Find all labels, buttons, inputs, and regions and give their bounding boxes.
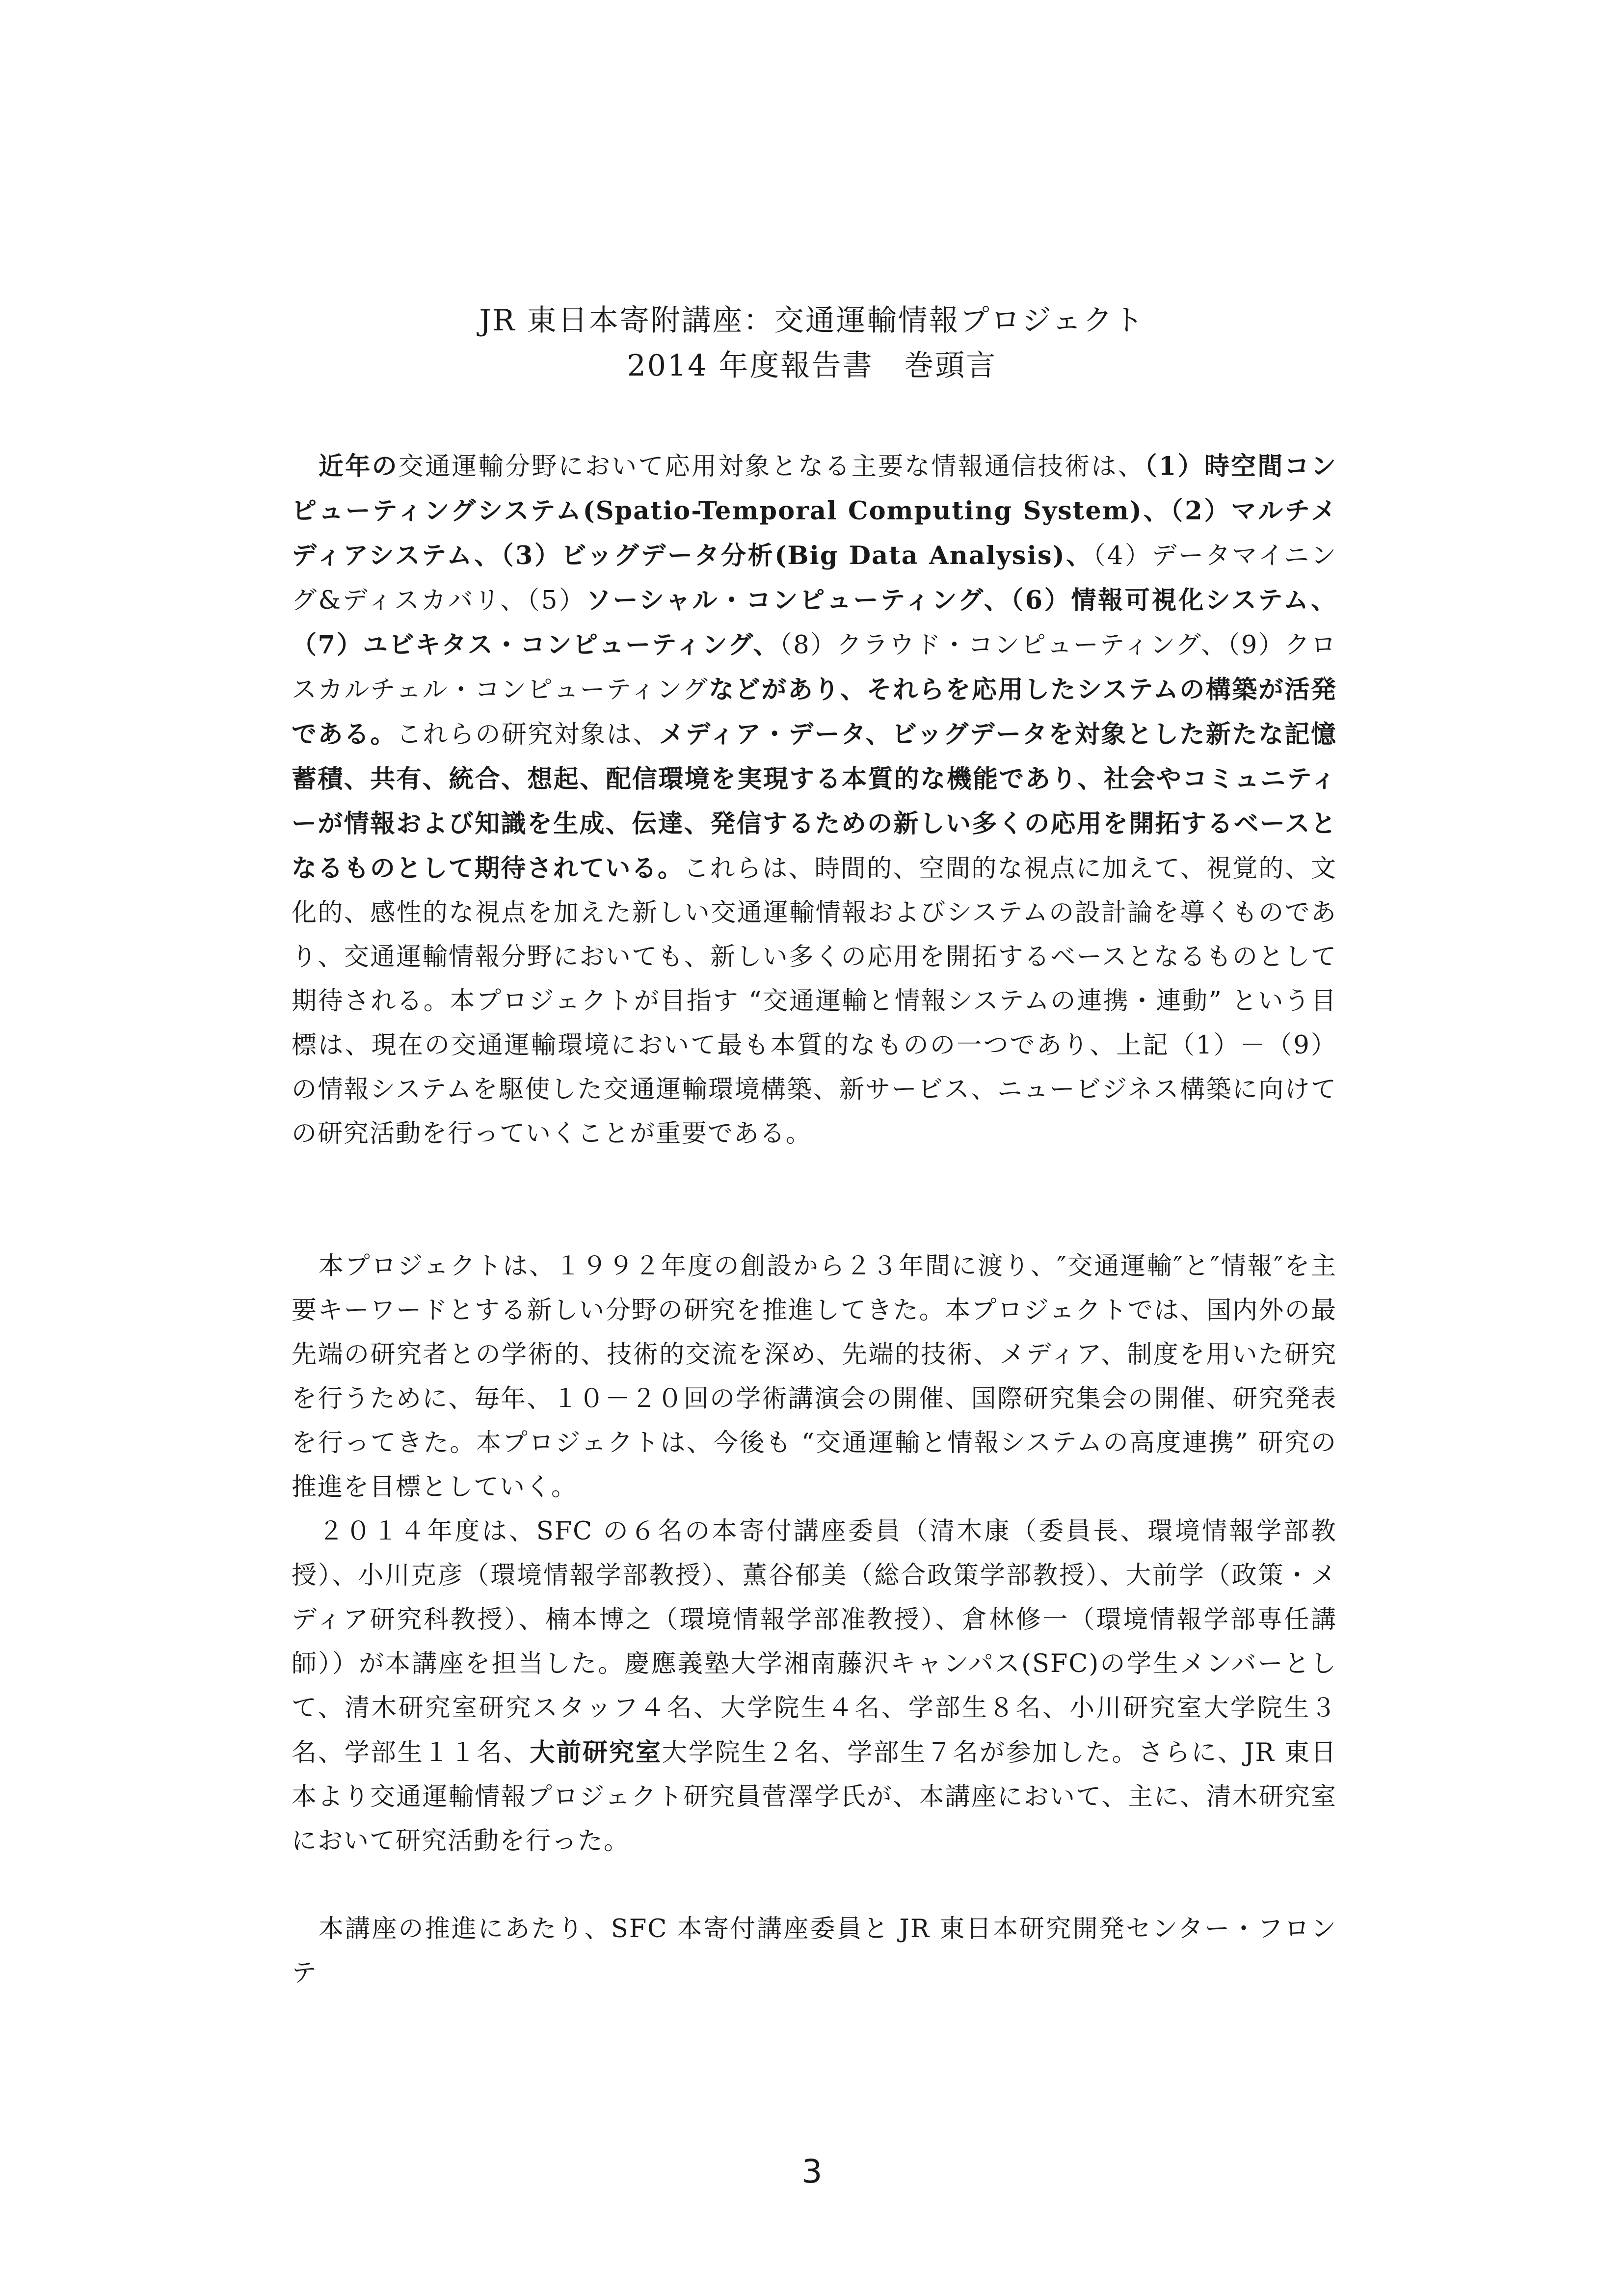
report-title: JR 東日本寄附講座：交通運輸情報プロジェクト: [479, 303, 1145, 338]
p1-segment-2: 交通運輸分野において応用対象となる主要な情報通信技術は、: [398, 452, 1145, 481]
p1-segment-10: これらは、時間的、空間的な視点に加えて、視覚的、文化的、感性的な視点を加えた新しい交通運輸情報およびシステムの設計論を導くものであり、交通運輸情報分野においても、新しい多くの応用を開拓するベースとなるものとして期待される。本プロジェクトが目指す “交通運輸と情報システムの連携・連動” という目標は、現在の交通運輸環境において最も本質的なものの一つであり、上記（1）－（9）の情報システムを駆使した交通運輸環境構築、新サービス、ニュービジネス構築に向けての研究活動を行っていくことが重要である。: [292, 854, 1337, 1148]
p1-segment-8: これらの研究対象は、: [396, 720, 659, 749]
paragraph-3: [292, 1510, 1337, 1864]
paragraph-4: 本講座の推進にあたり、SFC 本寄付講座委員と JR 東日本研究開発センター・フロンテ: [292, 1915, 1337, 1988]
p1-segment-6: （8）クラウド・コンピューティング、（9）クロスカルチェル・コンピューティング: [292, 631, 1337, 704]
p1-segment-7: などがあり、それらを応用したシステムの構築が活発である。: [292, 675, 1337, 749]
report-subtitle: 2014 年度報告書 巻頭言: [627, 349, 997, 383]
p3-segment-a: ２０１４年度は、SFC の６名の本寄付講座委員（清木康（委員長、環境情報学部教授）、小川克彦（環境情報学部教授）、薫谷郁美（総合政策学部教授）、大前学（政策・メディア研究科教授）、楠本博之（環境情報学部准教授）、倉林修一（環境情報学部専任講師））が本講座を担当した。慶應義塾大学湘南藤沢キャンパス(SFC)の学生メンバーとして、清木研究室研究スタッフ４名、大学院生４名、学部生８名、小川研究室大学院生３名、学部生１１名、: [292, 1517, 1337, 1767]
p1-segment-5: ソーシャル・コンピューティング、（6）情報可視化システム、（7）ユビキタス・コンピューティング、: [292, 586, 1337, 660]
paragraph-2: 本プロジェクトは、１９９２年度の創設から２３年間に渡り、″交通運輸″と″情報″を主要キーワードとする新しい分野の研究を推進してきた。本プロジェクトでは、国内外の最先端の研究者との学術的、技術的交流を深め、先端的技術、メディア、制度を用いた研究を行うために、毎年、１０－２０回の学術講演会の開催、国際研究集会の開催、研究発表を行ってきた。本プロジェクトは、今後も “交通運輸と情報システムの高度連携” 研究の推進を目標としていく。: [292, 1252, 1337, 1502]
page-number: 3: [801, 2153, 823, 2190]
p3-segment-c: 大学院生２名、学部生７名が参加した。さらに、JR 東日本より交通運輸情報プロジェクト研究員菅澤学氏が、本講座において、主に、清木研究室において研究活動を行った。: [292, 1738, 1337, 1856]
p3-segment-b: 大前研究室: [530, 1738, 662, 1767]
paragraph-1: [292, 444, 1337, 1156]
p1-segment-9: メディア・データ、ビッグデータを対象とした新たな記憶蓄積、共有、統合、想起、配信環境を実現する本質的な機能であり、社会やコミュニティーが情報および知識を生成、伝達、発信するための新しい多くの応用を開拓するベースとなるものとして期待されている。: [292, 720, 1337, 883]
p1-segment-3: （1）時空間コンピューティングシステム(Spatio-Temporal Computing System)、（2）マルチメディアシステム、（3）ビッグデータ分析(Big Data Analysis)、: [292, 452, 1337, 570]
p1-segment-4: （4）データマイニング&ディスカバリ、（5）: [292, 541, 1337, 615]
p1-segment-1: 近年の: [319, 452, 399, 481]
